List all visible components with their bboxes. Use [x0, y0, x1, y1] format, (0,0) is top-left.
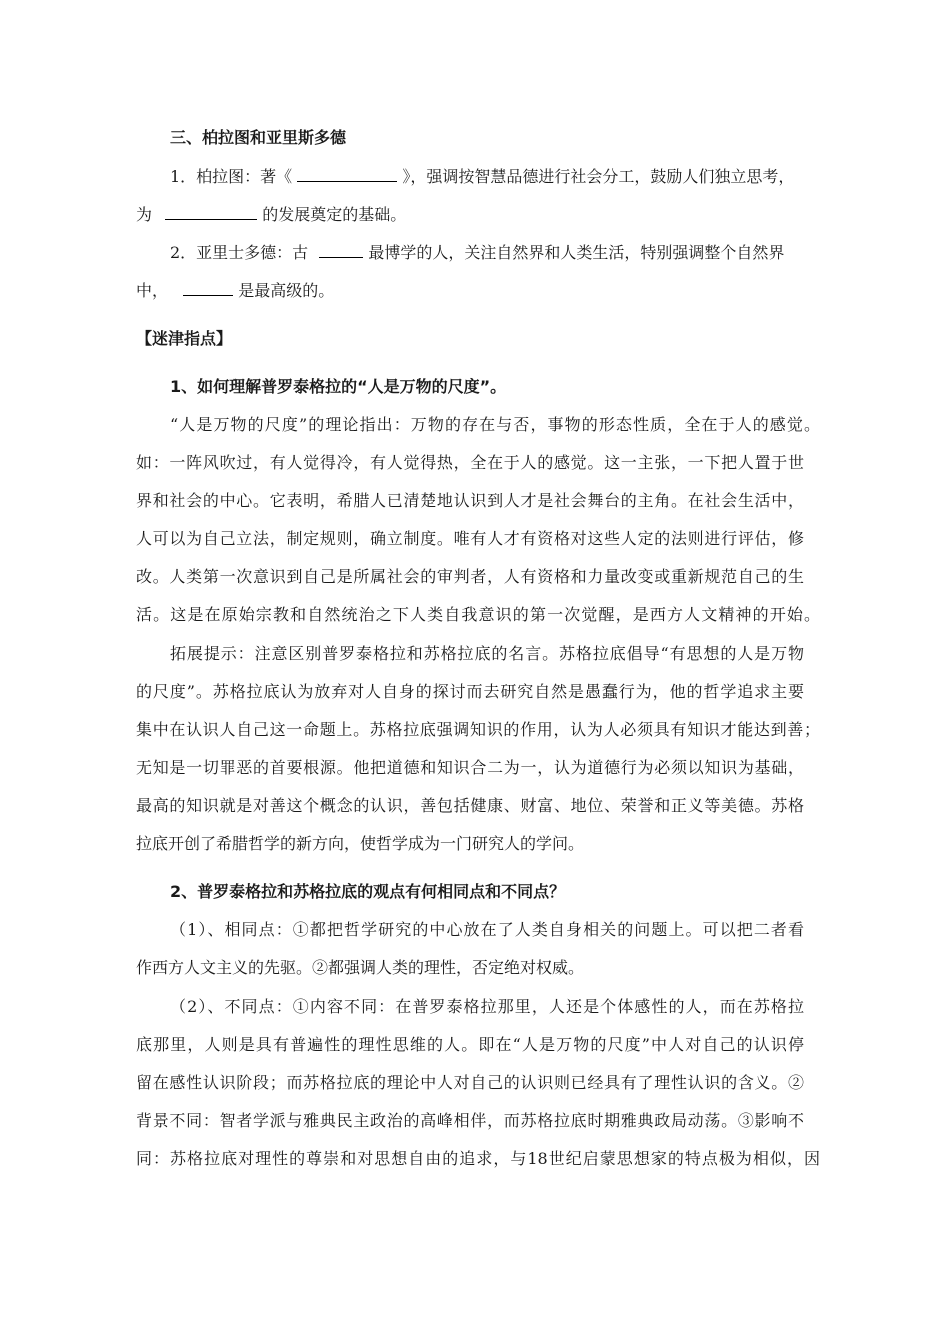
paragraph-line: （2）、不同点：①内容不同：在普罗泰格拉那里，人还是个体感性的人，而在苏格拉 [170, 997, 804, 1016]
paragraph-line: 背景不同：智者学派与雅典民主政治的高峰相伴，而苏格拉底时期雅典政局动荡。③影响不 [136, 1111, 804, 1130]
section-heading: 三、柏拉图和亚里斯多德 [170, 128, 347, 147]
aristotle-item-cont [136, 279, 334, 302]
paragraph-line: 拓展提示：注意区别普罗泰格拉和苏格拉底的名言。苏格拉底倡导“有思想的人是万物 [170, 644, 804, 663]
paragraph-line: 最高的知识就是对善这个概念的认识，善包括健康、财富、地位、荣誉和正义等美德。苏格 [136, 796, 804, 815]
paragraph-line: 无知是一切罪恶的首要根源。他把道德和知识合二为一，认为道德行为必须以知识为基础， [136, 758, 804, 777]
plato-text: 》，强调按智慧品德进行社会分工，鼓励人们独立思考， [402, 167, 795, 186]
paragraph-line: 拉底开创了希腊哲学的新方向，使哲学成为一门研究人的学问。 [136, 834, 585, 853]
paragraph-line: 改。人类第一次意识到自己是所属社会的审判者，人有资格和力量改变或重新规范自己的生 [136, 567, 804, 586]
plato-item-cont [136, 203, 406, 226]
plato-item [170, 165, 794, 188]
fill-blank[interactable] [297, 165, 397, 182]
paragraph-line: 的尺度”。苏格拉底认为放弃对人自身的探讨而去研究自然是愚蠢行为，他的哲学追求主要 [136, 682, 804, 701]
plato-label: 1．柏拉图：著《 [170, 167, 293, 186]
paragraph-line: 作西方人文主义的先驱。②都强调人类的理性，否定绝对权威。 [136, 958, 585, 977]
aristotle-text-end: 是最高级的。 [238, 281, 335, 300]
paragraph-line: 底那里，人则是具有普遍性的理性思维的人。即在“人是万物的尺度”中人对自己的认识停 [136, 1035, 804, 1054]
paragraph-line: 活。这是在原始宗教和自然统治之下人类自我意识的第一次觉醒，是西方人文精神的开始。 [136, 605, 820, 624]
paragraph-line: 人可以为自己立法，制定规则，确立制度。唯有人才有资格对这些人定的法则进行评估，修 [136, 529, 804, 548]
guide-heading: 【迷津指点】 [136, 329, 233, 348]
aristotle-label: 2．亚里士多德：古 [170, 243, 309, 262]
fill-blank[interactable] [319, 241, 363, 258]
aristotle-text-cont: 中， [136, 281, 169, 300]
question-1: 1、如何理解普罗泰格拉的“人是万物的尺度”。 [170, 377, 507, 396]
paragraph-line: 如：一阵风吹过，有人觉得冷，有人觉得热，全在于人的感觉。这一主张，一下把人置于世 [136, 453, 804, 472]
fill-blank[interactable] [183, 279, 233, 296]
paragraph-line: 留在感性认识阶段；而苏格拉底的理论中人对自己的认识则已经具有了理性认识的含义。② [136, 1073, 804, 1092]
aristotle-item [170, 241, 784, 264]
paragraph-line: 同：苏格拉底对理性的尊崇和对思想自由的追求，与18世纪启蒙思想家的特点极为相似，因 [136, 1149, 820, 1168]
plato-text-cont: 为 [136, 205, 153, 224]
aristotle-text: 最博学的人，关注自然界和人类生活，特别强调整个自然界 [368, 243, 785, 262]
paragraph-line: 界和社会的中心。它表明，希腊人已清楚地认识到人才是社会舞台的主角。在社会生活中， [136, 491, 804, 510]
paragraph-line: 集中在认识人自己这一命题上。苏格拉底强调知识的作用，认为人必须具有知识才能达到善； [136, 720, 820, 739]
paragraph-line: （1）、相同点：①都把哲学研究的中心放在了人类自身相关的问题上。可以把二者看 [170, 920, 804, 939]
paragraph-line: “人是万物的尺度”的理论指出：万物的存在与否，事物的形态性质，全在于人的感觉。 [170, 415, 820, 434]
fill-blank[interactable] [165, 203, 257, 220]
question-2: 2、普罗泰格拉和苏格拉底的观点有何相同点和不同点？ [170, 882, 566, 901]
plato-text-end: 的发展奠定的基础。 [262, 205, 407, 224]
